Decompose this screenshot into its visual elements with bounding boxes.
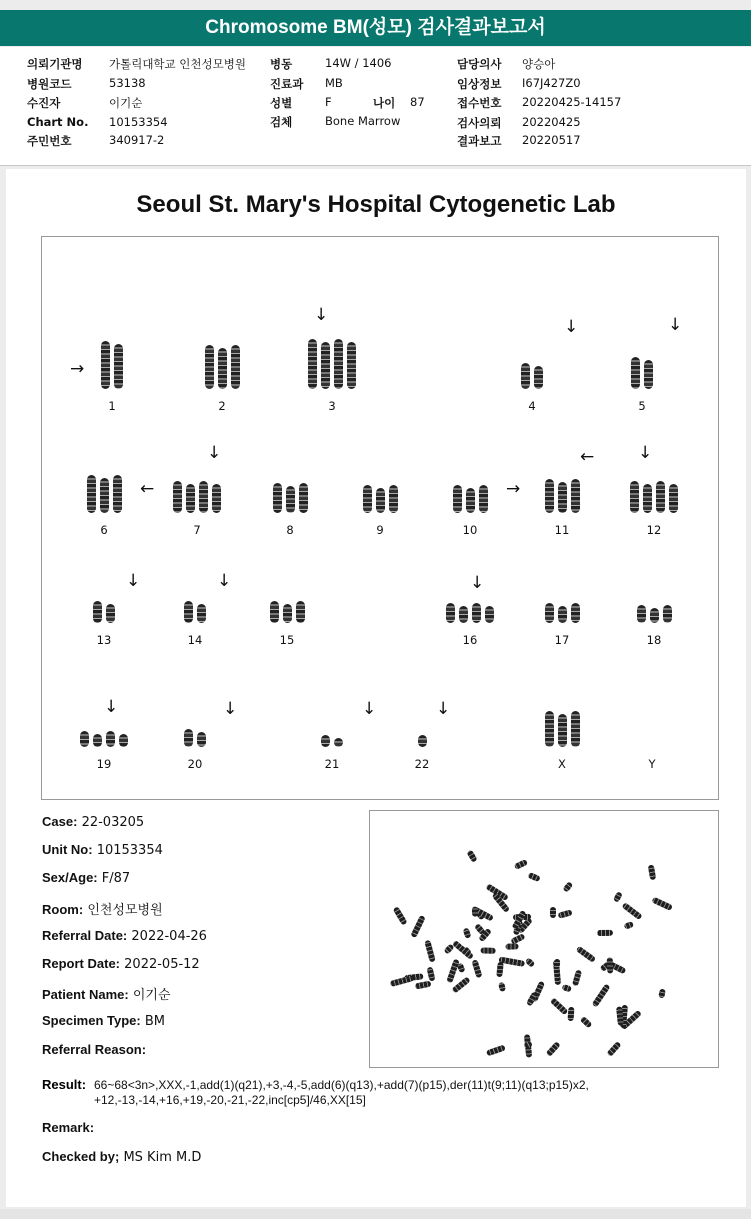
age-label: 나이 [373,96,396,110]
chromosome-image [93,734,102,747]
metaphase-chromosome [471,959,482,978]
chromosome-number-label: 15 [279,633,295,647]
specimen-type-label: Specimen Type: [42,1013,141,1028]
metaphase-chromosome [427,966,436,981]
chromosome-image [545,479,554,513]
arrow-down-icon: ↓ [223,699,238,719]
metaphase-chromosome [486,1044,506,1056]
chromosome-image [231,345,240,389]
chromosome-image [521,363,530,389]
patient-name-label: Patient Name: [42,987,129,1002]
chart-no-value: 10153354 [109,115,168,129]
checked-by-field [42,1149,201,1165]
metaphase-chromosome [496,962,504,978]
room-label: Room: [42,902,84,917]
metaphase-chromosome [562,985,572,993]
chromosome-image [80,731,89,747]
patient-info-panel [0,47,751,166]
chromosome-image [184,729,193,747]
chromosome-image [101,341,110,389]
report-date-value: 20220517 [522,133,581,147]
metaphase-chromosome [463,928,472,940]
referral-date-field [42,928,207,944]
chromosome-image [334,339,343,389]
metaphase-chromosome [410,915,426,938]
receipt-no-label: 접수번호 [457,96,502,110]
chromosome-image [571,479,580,513]
chromosome-image [631,357,640,389]
chromosome-image [296,601,305,623]
chromosome-image [558,606,567,623]
chromosome-image [479,485,488,513]
chromosome-number-label: 6 [100,523,108,537]
chromosome-image [113,475,122,513]
hospital-code-value: 53138 [109,76,146,90]
clinical-info-value: I67J427Z0 [522,76,581,90]
chromosome-image [656,481,665,513]
chromosome-image [663,605,672,623]
remark-field [42,1120,94,1136]
chromosome-number-label: 16 [462,633,478,647]
result-label: Result: [42,1077,87,1092]
chart-no-label: Chart No. [27,115,89,129]
metaphase-chromosome [446,959,460,984]
referral-date-label: Referral Date: [42,928,128,943]
chromosome-number-label: 1 [108,399,116,413]
chromosome-image [270,601,279,623]
sex-age-value: F/87 [101,871,131,886]
referral-date-value: 2022-04-26 [131,929,207,944]
chromosome-number-label: 4 [528,399,536,413]
metaphase-chromosome [390,975,415,987]
metaphase-chromosome [659,988,667,999]
metaphase-chromosome [607,957,614,974]
chromosome-number-label: 7 [193,523,201,537]
metaphase-chromosome [597,930,613,936]
metaphase-chromosome [545,1041,560,1057]
chromosome-image [376,488,385,513]
age-value: 87 [410,95,425,109]
metaphase-chromosome [606,1041,621,1057]
case-label: Case: [42,814,78,829]
metaphase-chromosome [514,859,528,870]
chromosome-image [485,606,494,623]
room-value: 인천성모병원 [87,903,163,918]
arrow-left-icon: ← [580,447,595,467]
report-date-label: Report Date: [42,956,121,971]
metaphase-chromosome [393,906,408,926]
chromosome-image [106,604,115,623]
chromosome-image [472,603,481,623]
metaphase-chromosome [558,909,573,918]
karyogram-panel [41,236,719,800]
arrow-down-icon: ↓ [126,571,141,591]
resident-no-label: 주민번호 [27,134,72,148]
bottom-strip [0,1209,751,1219]
metaphase-chromosome [624,921,634,930]
chromosome-number-label: 12 [646,523,662,537]
chromosome-image [459,606,468,623]
report-date-value: 2022-05-12 [124,957,200,972]
specimen-type-field [42,1013,165,1029]
chromosome-image [321,342,330,389]
arrow-down-icon: ↓ [668,315,683,335]
chromosome-image [334,738,343,747]
chromosome-image [321,735,330,747]
result-value: 66~68<3n>,XXX,-1,add(1)(q21),+3,-4,-5,add(6)(q13),+add(7)(p15),der(11)t(9;11)(q13;p15)x2, +12,-13,-14,+16,+19,-20,-21,-22,inc[cp5]/46,XX[15] [94,1078,589,1107]
institution-label: 의뢰기관명 [27,57,83,71]
specimen-label: 검체 [270,115,293,129]
arrow-right-icon: → [506,479,521,499]
arrow-down-icon: ↓ [314,305,329,325]
chromosome-number-label: Y [648,757,656,771]
receipt-no-value: 20220425-14157 [522,95,622,109]
arrow-down-icon: ↓ [104,697,119,717]
chromosome-image [545,711,554,747]
arrow-down-icon: ↓ [436,699,451,719]
chromosome-image [197,604,206,623]
metaphase-chromosome [480,948,495,955]
chromosome-image [558,482,567,513]
referral-reason-label: Referral Reason: [42,1042,147,1057]
chromosome-number-label: 20 [187,757,203,771]
resident-no-value: 340917-2 [109,133,165,147]
chromosome-image [114,344,123,389]
metaphase-chromosome [562,881,573,892]
metaphase-chromosome [580,1016,593,1029]
institution-value: 가톨릭대학교 인천성모병원 [109,57,246,71]
chromosome-image [669,484,678,513]
chromosome-image [106,731,115,747]
chromosome-image [389,485,398,513]
metaphase-chromosome [498,982,506,993]
metaphase-chromosome [622,902,643,920]
chromosome-image [545,603,554,623]
doctor-value: 양승아 [522,57,556,71]
room-field [42,899,163,918]
chromosome-image [184,601,193,623]
sex-age-label: Sex/Age: [42,870,98,885]
patient-name-field [42,984,171,1003]
unit-no-field [42,842,163,858]
lab-title: Seoul St. Mary's Hospital Cytogenetic Lab [136,191,616,218]
chromosome-number-label: 8 [286,523,294,537]
metaphase-chromosome [524,957,535,968]
chromosome-image [534,366,543,389]
metaphase-chromosome [592,983,611,1007]
chromosome-number-label: 10 [462,523,478,537]
chromosome-image [87,475,96,513]
metaphase-chromosome [567,1007,574,1021]
metaphase-chromosome [472,907,478,917]
chromosome-number-label: 3 [328,399,336,413]
patient-name-value: 이기순 [132,988,171,1003]
case-field [42,814,144,830]
metaphase-chromosome [452,976,471,993]
metaphase-chromosome [527,872,541,882]
chromosome-image [630,481,639,513]
arrow-down-icon: ↓ [564,317,579,337]
case-value: 22-03205 [81,815,145,830]
metaphase-chromosome [549,997,568,1015]
chromosome-image [273,483,282,513]
request-label: 검사의뢰 [457,116,502,130]
chromosome-image [286,486,295,513]
chromosome-image [558,714,567,747]
referral-reason-field [42,1042,146,1058]
metaphase-chromosome [572,970,582,987]
chromosome-number-label: 11 [554,523,570,537]
chromosome-image [363,485,372,513]
chromosome-number-label: 18 [646,633,662,647]
remark-label: Remark: [42,1120,95,1135]
chromosome-number-label: 2 [218,399,226,413]
sex-value: F [325,95,332,109]
chromosome-number-label: 22 [414,757,430,771]
chromosome-image [218,348,227,389]
arrow-right-icon: → [70,359,85,379]
report-date-field [42,956,200,972]
chromosome-number-label: X [558,757,566,771]
request-date-value: 20220425 [522,115,581,129]
metaphase-chromosome [414,981,431,990]
chromosome-image [453,485,462,513]
metaphase-chromosome [425,940,437,963]
doctor-label: 담당의사 [457,57,502,71]
chromosome-image [643,484,652,513]
chromosome-number-label: 5 [638,399,646,413]
unit-no-label: Unit No: [42,842,93,857]
chromosome-number-label: 14 [187,633,203,647]
chromosome-image [119,734,128,747]
department-value: MB [325,76,343,90]
metaphase-chromosome [613,891,623,902]
chromosome-image [466,488,475,513]
chromosome-image [644,360,653,389]
chromosome-image [93,601,102,623]
ward-value: 14W / 1406 [325,56,392,70]
metaphase-chromosome [550,907,556,918]
chromosome-number-label: 21 [324,757,340,771]
metaphase-chromosome [576,946,596,963]
chromosome-image [197,732,206,747]
specimen-value: Bone Marrow [325,114,401,128]
chromosome-number-label: 9 [376,523,384,537]
receiver-value: 이기순 [109,96,143,110]
chromosome-image [571,711,580,747]
arrow-left-icon: ← [140,479,155,499]
chromosome-image [173,481,182,513]
report-label: 결과보고 [457,134,502,148]
metaphase-chromosome [466,849,477,862]
chromosome-image [650,608,659,623]
arrow-down-icon: ↓ [362,699,377,719]
hospital-code-label: 병원코드 [27,77,72,91]
sex-age-field [42,870,130,886]
department-label: 진료과 [270,77,304,91]
chromosome-image [186,484,195,513]
chromosome-number-label: 13 [96,633,112,647]
chromosome-image [571,603,580,623]
chromosome-image [283,604,292,623]
arrow-down-icon: ↓ [638,443,653,463]
ward-label: 병동 [270,57,293,71]
karyotype-report-page [6,169,746,1207]
chromosome-image [637,605,646,623]
arrow-down-icon: ↓ [470,573,485,593]
sex-label: 성별 [270,96,293,110]
chromosome-image [299,483,308,513]
unit-no-value: 10153354 [96,843,163,858]
chromosome-image [446,603,455,623]
chromosome-number-label: 19 [96,757,112,771]
metaphase-image [369,810,719,1068]
chromosome-number-label: 17 [554,633,570,647]
receiver-label: 수진자 [27,96,61,110]
checked-by-label: Checked by; [42,1149,120,1164]
specimen-type-value: BM [144,1014,166,1029]
chromosome-image [100,478,109,513]
arrow-down-icon: ↓ [207,443,222,463]
checked-by-value: MS Kim M.D [123,1150,202,1165]
chromosome-image [199,481,208,513]
chromosome-image [418,735,427,747]
chromosome-image [212,484,221,513]
report-header-title: Chromosome BM(성모) 검사결과보고서 [0,10,751,46]
chromosome-image [347,342,356,389]
metaphase-chromosome [506,943,519,949]
chromosome-image [308,339,317,389]
chromosome-image [205,345,214,389]
arrow-down-icon: ↓ [217,571,232,591]
metaphase-chromosome [647,864,655,880]
clinical-info-label: 임상정보 [457,77,502,91]
metaphase-chromosome [651,896,673,910]
